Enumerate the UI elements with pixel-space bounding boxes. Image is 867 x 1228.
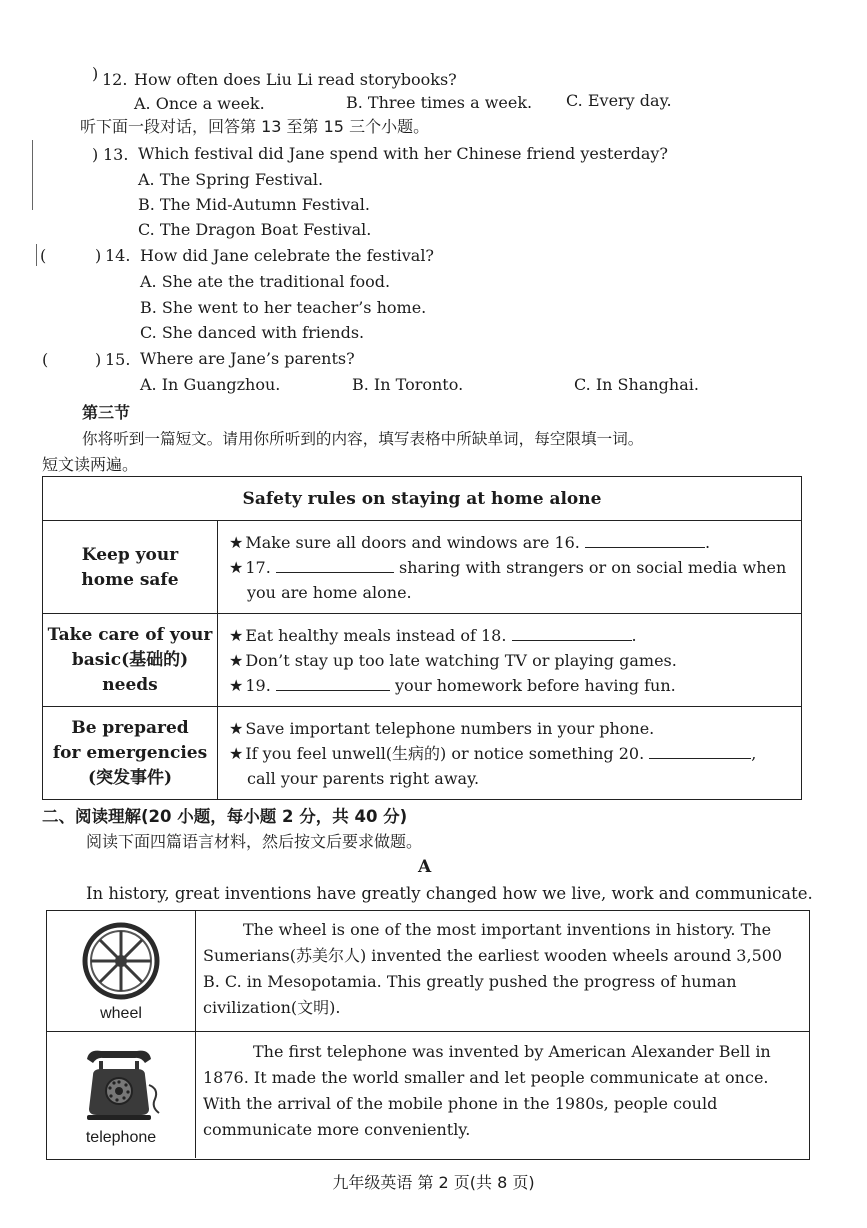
q13-option-c: C. The Dragon Boat Festival. [138, 220, 372, 239]
q14-paren-open: ( [40, 246, 47, 265]
q14-option-c: C. She danced with friends. [140, 323, 365, 342]
q13-paren: ) [92, 145, 99, 164]
q14-option-b: B. She went to her teacher’s home. [140, 298, 427, 317]
rule-item: ★ Don’t stay up too late watching TV or playing games. [229, 651, 677, 670]
rule-item: ★ 19. your homework before having fun. [229, 676, 676, 695]
q13-question: Which festival did Jane spend with her Chinese friend yesterday? [138, 144, 668, 163]
safety-row-emergencies [43, 706, 801, 800]
q14-question: How did Jane celebrate the festival? [140, 246, 435, 265]
answer-blank-16[interactable] [585, 533, 705, 548]
rule-item: ★ Save important telephone numbers in your phone. [229, 719, 655, 738]
q15-number: 15. [105, 350, 131, 369]
answer-blank-17[interactable] [276, 558, 394, 573]
safety-table-title: Safety rules on staying at home alone [242, 488, 602, 509]
q13-number: 13. [103, 145, 129, 164]
section3-title: 第三节 [82, 403, 131, 422]
safety-row-rules [229, 521, 793, 614]
answer-blank-18[interactable] [512, 626, 632, 641]
q15-question: Where are Jane’s parents? [140, 349, 355, 368]
invention-image-cell [47, 911, 196, 1031]
safety-row-label: Be prepared for emergencies (突发事件) [43, 707, 218, 800]
margin-mark [32, 140, 33, 210]
safety-rules-table [42, 476, 802, 800]
q13-option-b: B. The Mid-Autumn Festival. [138, 195, 370, 214]
safety-row-basic-needs [43, 613, 801, 707]
margin-mark [36, 244, 37, 266]
invention-description: The wheel is one of the most important inventions in history. The Sumerians(苏美尔人) invented the earliest wooden wheels around 3,500 B. C. in Mesopotamia. This greatly pushed the progress of human civilization(文明). [203, 920, 783, 1017]
star-icon: ★ [229, 533, 244, 552]
q15-option-b: B. In Toronto. [352, 375, 464, 394]
q12-question: How often does Liu Li read storybooks? [134, 70, 457, 89]
answer-blank-19[interactable] [276, 676, 390, 691]
section3-instruction-line1: 你将听到一篇短文。请用你所听到的内容，填写表格中所缺单词，每空限填一词。 [82, 430, 644, 448]
rule-item-continuation: you are home alone. [247, 583, 412, 602]
q14-paren-close: ) [95, 246, 102, 265]
telephone-icon [79, 1045, 165, 1125]
star-icon: ★ [229, 744, 244, 763]
invention-row-wheel [47, 911, 809, 1032]
invention-caption: telephone [85, 1129, 157, 1146]
q12-option-b: B. Three times a week. [346, 93, 533, 112]
part2-instruction: 阅读下面四篇语言材料，然后按文后要求做题。 [86, 832, 423, 851]
q15-paren-open: ( [42, 350, 49, 369]
part2-heading: 二、阅读理解(20 小题，每小题 2 分，共 40 分) [42, 807, 408, 826]
invention-row-telephone [47, 1031, 809, 1158]
q12-option-a: A. Once a week. [134, 94, 265, 113]
invention-image-cell [47, 1031, 196, 1158]
safety-row-home-safe [43, 520, 801, 614]
inventions-table [46, 910, 810, 1160]
q12-option-c: C. Every day. [566, 91, 672, 110]
rule-item: ★ 17. sharing with strangers or on social media when [229, 558, 787, 577]
q14-option-a: A. She ate the traditional food. [140, 272, 391, 291]
invention-caption: wheel [100, 1005, 142, 1022]
passage-intro: In history, great inventions have greatly changed how we live, work and communicate. [86, 884, 813, 903]
answer-blank-20[interactable] [649, 744, 751, 759]
safety-row-label: Keep your home safe [43, 521, 218, 614]
star-icon: ★ [229, 651, 244, 670]
q13-option-a: A. The Spring Festival. [138, 170, 324, 189]
rule-item: ★ If you feel unwell(生病的) or notice something 20. , [229, 744, 757, 763]
dialogue-instruction: 听下面一段对话，回答第 13 至第 15 三个小题。 [80, 117, 430, 136]
rule-item-continuation: call your parents right away. [247, 769, 480, 788]
page-footer: 九年级英语 第 2 页(共 8 页) [332, 1173, 535, 1192]
star-icon: ★ [229, 626, 244, 645]
q12-paren: ) [92, 64, 99, 83]
rule-item: ★ Make sure all doors and windows are 16. . [229, 533, 711, 552]
safety-row-label: Take care of your basic(基础的) needs [43, 614, 218, 707]
passage-label: A [418, 857, 432, 877]
safety-row-rules [229, 614, 793, 707]
section3-instruction-line2: 短文读两遍。 [42, 455, 139, 474]
q15-option-c: C. In Shanghai. [574, 375, 699, 394]
q15-paren-close: ) [95, 350, 102, 369]
q14-number: 14. [105, 246, 131, 265]
q15-option-a: A. In Guangzhou. [140, 375, 281, 394]
safety-row-rules [229, 707, 793, 800]
invention-description: The first telephone was invented by American Alexander Bell in 1876. It made the world smaller and let people communicate at once. With the arrival of the mobile phone in the 1980s, people could communicate more conveniently. [203, 1042, 771, 1139]
rule-item: ★ Eat healthy meals instead of 18. . [229, 626, 637, 645]
star-icon: ★ [229, 719, 244, 738]
wheel-icon [81, 921, 161, 1001]
star-icon: ★ [229, 558, 244, 577]
star-icon: ★ [229, 676, 244, 695]
q12-number: 12. [102, 70, 128, 89]
